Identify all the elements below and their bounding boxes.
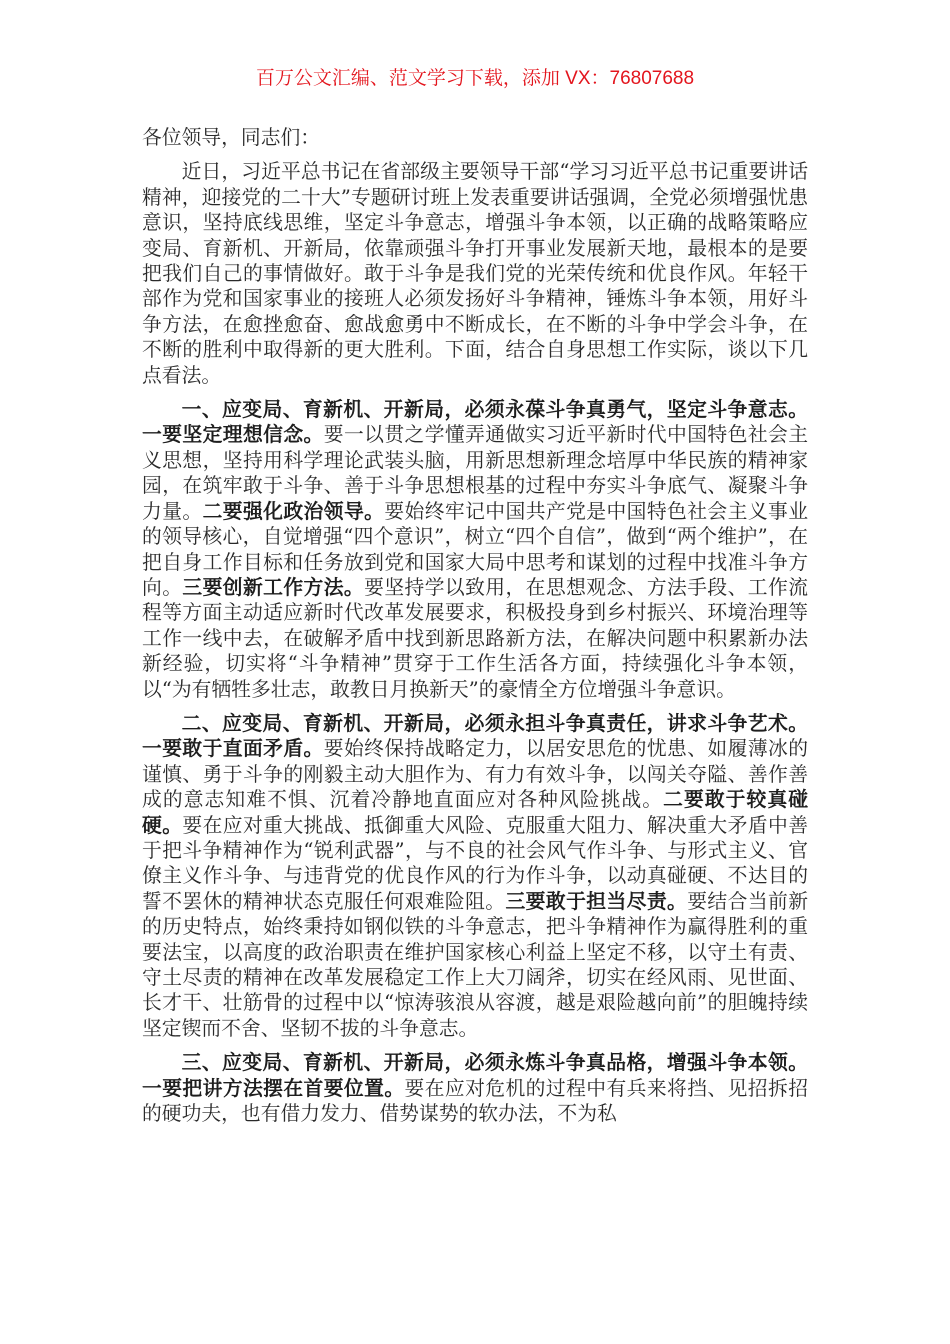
section-1-point-1-text: 要一以贯之学懂弄通做实习近平新时代中国特色社会主义思想，坚持用科学理论武装头脑，用新思想新理念培厚中华民族的精神家园，在筑牢敢于斗争、善于斗争思想根基的过程中夯实斗争底气、凝聚斗争力量。 <box>142 423 808 523</box>
document-body <box>142 125 808 1135</box>
section-1-point-3-title: 三要创新工作方法。 <box>182 575 365 599</box>
intro-paragraph: 近日，习近平总书记在省部级主要领导干部“学习习近平总书记重要讲话精神，迎接党的二十大”专题研讨班上发表重要讲话强调，全党必须增强忧患意识，坚持底线思维，坚定斗争意志，增强斗争本领，以正确的战略策略应变局、育新机、开新局，依靠顽强斗争打开事业发展新天地，最根本的是要把我们自己的事情做好。敢于斗争是我们党的光荣传统和优良作风。年轻干部作为党和国家事业的接班人必须发扬好斗争精神，锤炼斗争本领，用好斗争方法，在愈挫愈奋、愈战愈勇中不断成长，在不断的斗争中学会斗争，在不断的胜利中取得新的更大胜利。下面，结合自身思想工作实际，谈以下几点看法。 <box>142 160 808 387</box>
section-2-point-1-text: 要始终保持战略定力，以居安思危的忧患、如履薄冰的谨慎、勇于斗争的刚毅主动大胆作为、有力有效斗争，以闯关夺隘、善作善成的意志知难不惧、沉着冷静地直面应对各种风险挑战。 <box>142 737 808 812</box>
section-1-point-2-title: 二要强化政治领导。 <box>202 499 385 523</box>
section-2-point-3-text: 要结合当前新的历史特点，始终秉持如钢似铁的斗争意志，把斗争精神作为赢得胜利的重要法宝，以高度的政治职责在维护国家核心利益上坚定不移，以守土有责、守土尽责的精神在改革发展稳定工作上大刀阔斧，切实在经风雨、见世面、长才干、壮筋骨的过程中以“惊涛骇浪从容渡，越是艰险越向前”的胆魄持续坚定锲而不舍、坚韧不拔的斗争意志。 <box>142 889 808 1040</box>
section-1-point-2-text: 要始终牢记中国共产党是中国特色社会主义事业的领导核心，自觉增强“四个意识”，树立“四个自信”，做到“两个维护”，在把自身工作目标和任务放到党和国家大局中思考和谋划的过程中找准斗争方向。 <box>142 499 808 599</box>
section-2-point-3-title: 三要敢于担当尽责。 <box>505 889 688 913</box>
section-3-point-1-title: 一要把讲方法摆在首要位置。 <box>142 1076 405 1100</box>
section-3-paragraph <box>142 1050 808 1126</box>
section-1-point-3-text: 要坚持学以致用，在思想观念、方法手段、工作流程等方面主动适应新时代改革发展要求，积极投身到乡村振兴、环境治理等工作一线中去，在破解矛盾中找到新思路新方法，在解决问题中积累新办法新经验，切实将“斗争精神”贯穿于工作生活各方面，持续强化斗争本领，以“为有牺牲多壮志，敢教日月换新天”的豪情全方位增强斗争意识。 <box>142 575 808 701</box>
section-3-heading: 三、应变局、育新机、开新局，必须永炼斗争真品格，增强斗争本领。 <box>181 1051 808 1075</box>
section-2-heading: 二、应变局、育新机、开新局，必须永担斗争真责任，讲求斗争艺术。 <box>181 711 808 735</box>
section-2-point-2-text: 要在应对重大挑战、抵御重大风险、克服重大阻力、解决重大矛盾中善于把斗争精神作为“锐利武器”，与不良的社会风气作斗争、与形式主义、官僚主义作斗争、与违背党的优良作风的行为作斗争，以动真碰硬、不达目的誓不罢休的精神状态克服任何艰难险阻。 <box>142 813 808 913</box>
section-1-point-1-title: 一要坚定理想信念。 <box>142 423 324 447</box>
watermark-header: 百万公文汇编、范文学习下载，添加 VX：76807688 <box>255 68 695 89</box>
section-1-paragraph <box>142 397 808 702</box>
section-2-point-2-title: 二要敢于较真碰硬。 <box>142 788 808 837</box>
greeting: 各位领导，同志们： <box>142 126 321 149</box>
section-3-point-1-text: 要在应对危机的过程中有兵来将挡、见招拆招的硬功夫，也有借力发力、借势谋势的软办法，不为私 <box>142 1076 808 1126</box>
section-1-heading: 一、应变局、育新机、开新局，必须永葆斗争真勇气，坚定斗争意志。 <box>181 398 808 422</box>
section-2-paragraph <box>142 711 808 1041</box>
section-2-point-1-title: 一要敢于直面矛盾。 <box>142 737 324 761</box>
